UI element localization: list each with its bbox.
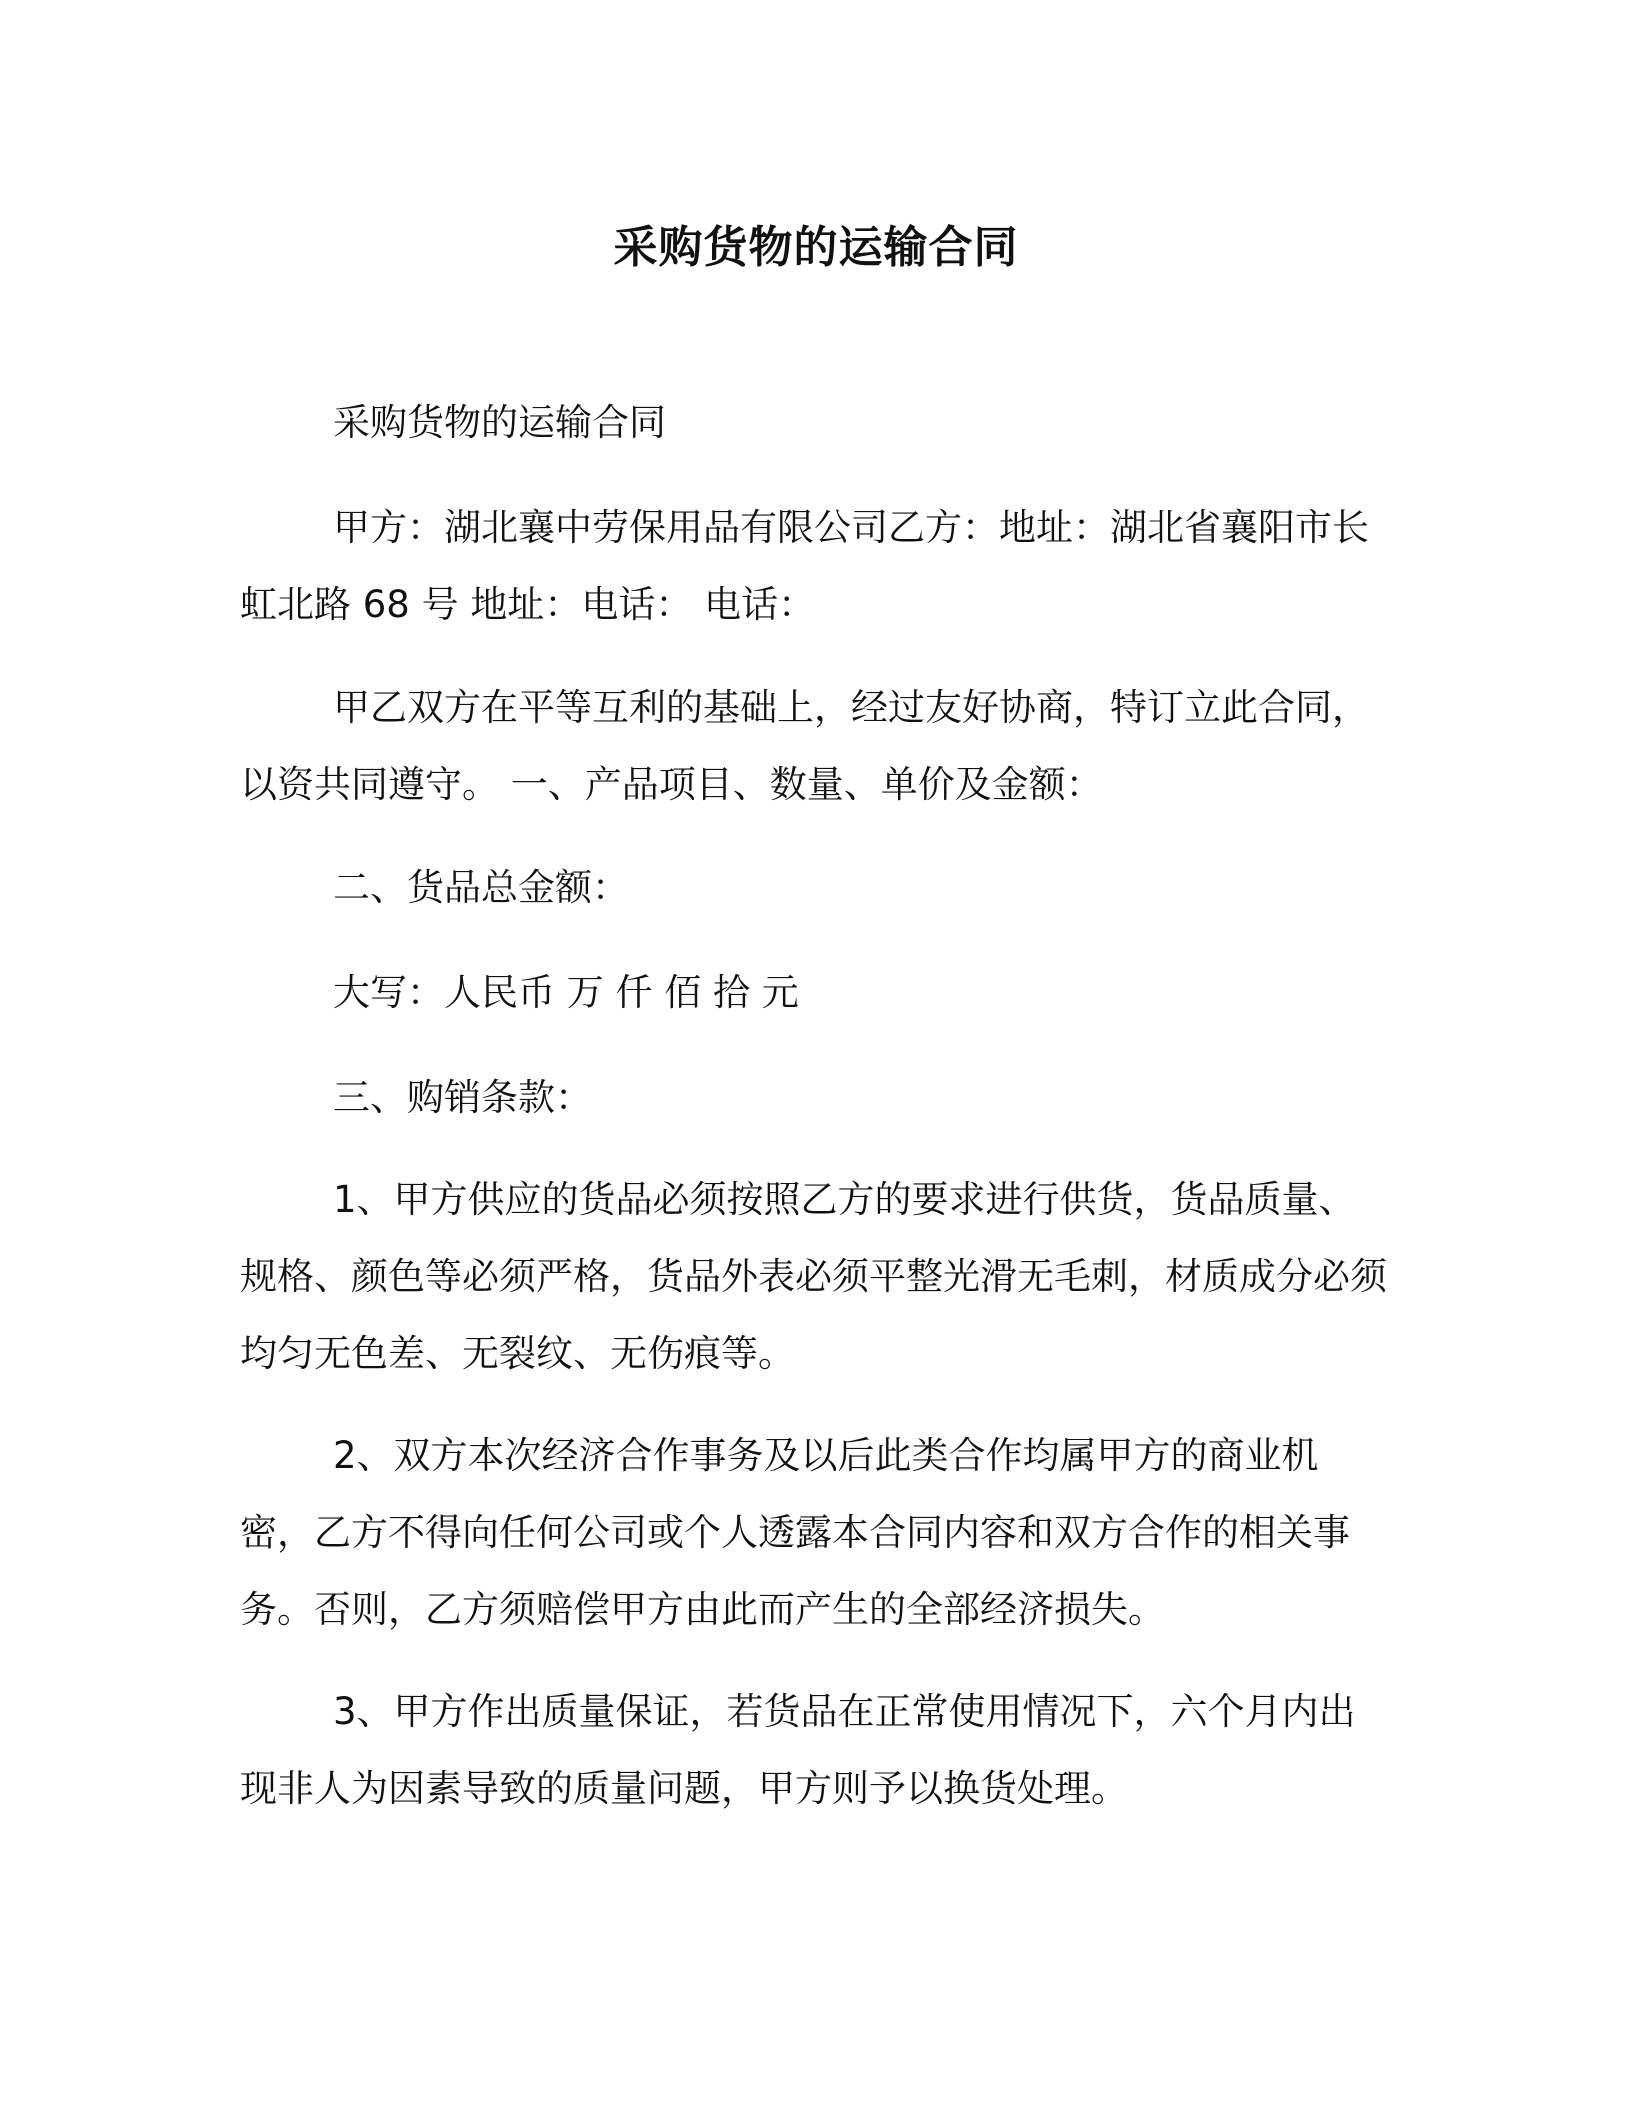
preamble-paragraph: 甲乙双方在平等互利的基础上，经过友好协商，特订立此合同，以资共同遵守。 一、产品项目、数量、单价及金额：: [240, 686, 1369, 806]
document-title: 采购货物的运输合同: [613, 222, 1019, 273]
total-amount-heading: 二、货品总金额：: [333, 866, 629, 909]
clause-2: 2、双方本次经济合作事务及以后此类合作均属甲方的商业机密，乙方不得向任何公司或个人透露本合同内容和双方合作的相关事务。否则，乙方须赔偿甲方由此而产生的全部经济损失。: [240, 1434, 1350, 1631]
contract-subtitle: 采购货物的运输合同: [333, 401, 666, 444]
clause-1: 1、甲方供应的货品必须按照乙方的要求进行供货，货品质量、规格、颜色等必须严格，货品外表必须平整光滑无毛刺，材质成分必须均匀无色差、无裂纹、无伤痕等。: [240, 1178, 1387, 1375]
terms-heading: 三、购销条款：: [333, 1076, 592, 1119]
parties-paragraph: 甲方：湖北襄中劳保用品有限公司乙方：地址：湖北省襄阳市长虹北路 68 号 地址：电话： 电话：: [240, 506, 1369, 626]
amount-in-words: 大写：人民币 万 仟 佰 拾 元: [333, 971, 799, 1014]
clause-3: 3、甲方作出质量保证，若货品在正常使用情况下，六个月内出现非人为因素导致的质量问题，甲方则予以换货处理。: [240, 1690, 1356, 1810]
